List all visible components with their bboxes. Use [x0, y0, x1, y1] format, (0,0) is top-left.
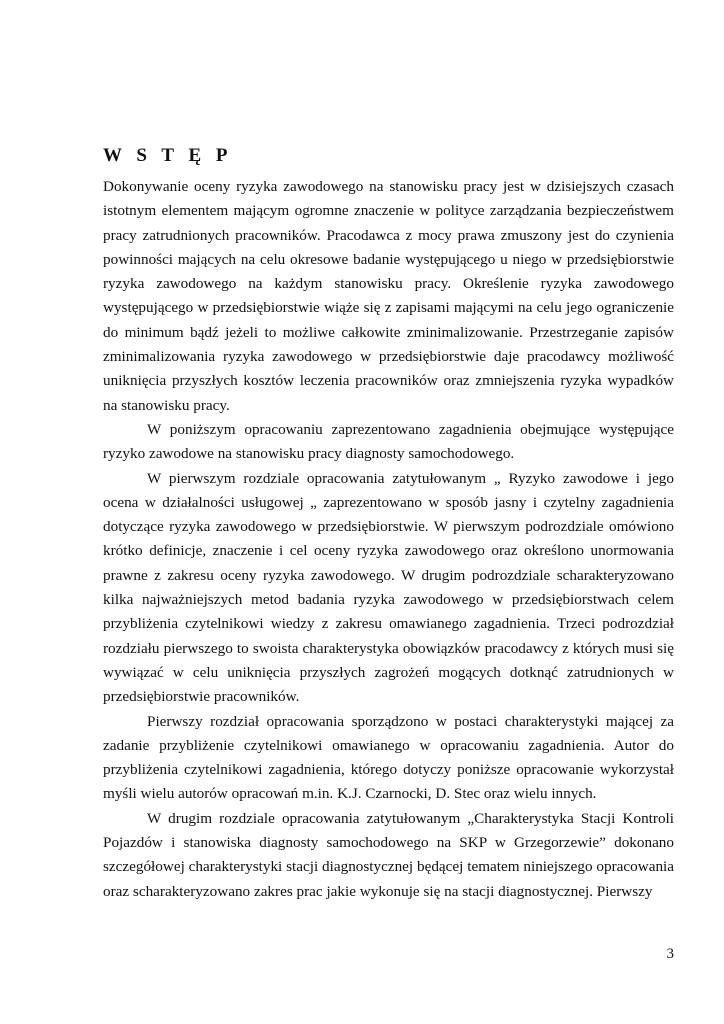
paragraph-sources: Pierwszy rozdział opracowania sporządzono w postaci charakterystyki mającej za zadanie przybliżenie czytelnikowi omawianego w opracowaniu zagadnienia. Autor do przybliżenia czytelnikowi zagadnienia, którego dotyczy poniższe opracowanie wykorzystał myśli wielu autorów opracowań m.in. K.J. Czarnocki, D. Stec oraz wielu innych. [103, 712, 674, 803]
section-heading: W S T Ę P [103, 145, 233, 166]
paragraph-chapter-two: W drugim rozdziale opracowania zatytułowanym „Charakterystyka Stacji Kontroli Pojazdów i stanowiska diagnosty samochodowego na SKP w Grzegorzewie” dokonano szczegółowej charakterystyki stacji diagnostycznej będącej tematem niniejszego opracowania oraz scharakteryzowano zakres prac jakie wykonuje się na stacji diagnostycznej. Pierwszy [103, 809, 674, 900]
paragraph-chapter-one: W pierwszym rozdziale opracowania zatytułowanym „ Ryzyko zawodowe i jego ocena w działalności usługowej „ zaprezentowano w sposób jasny i czytelny zagadnienia dotyczące ryzyka zawodowego w przedsiębiorstwie. W pierwszym podrozdziale omówiono krótko definicje, znaczenie i cel oceny ryzyka zawodowego oraz określono unormowania prawne z zakresu oceny ryzyka zawodowego. W drugim podrozdziale scharakteryzowano kilka najważniejszych metod badania ryzyka zawodowego w przedsiębiorstwach celem przybliżenia czytelnikowi wiedzy z zakresu omawianego zagadnienia. Trzeci podrozdział rozdziału pierwszego to swoista charakterystyka obowiązków pracodawcy z których musi się wywiązać w celu uniknięcia przyszłych zagrożeń mogących dotknąć zatrudnionych w przedsiębiorstwie pracowników. [103, 469, 674, 706]
body-text [103, 175, 674, 904]
paragraph-intro: Dokonywanie oceny ryzyka zawodowego na stanowisku pracy jest w dzisiejszych czasach istotnym elementem mającym ogromne znaczenie w polityce zarządzania bezpieczeństwem pracy zatrudnionych pracowników. Pracodawca z mocy prawa zmuszony jest do czynienia powinności mających na celu okresowe badanie występującego u niego w przedsiębiorstwie ryzyka zawodowego na każdym stanowisku pracy. Określenie ryzyka zawodowego występującego w przedsiębiorstwie wiąże się z zapisami mającymi na celu jego ograniczenie do minimum bądź jeżeli to możliwe całkowite zminimalizowanie. Przestrzeganie zapisów zminimalizowania ryzyka zawodowego w przedsiębiorstwie daje pracodawcy możliwość uniknięcia przyszłych kosztów leczenia pracowników oraz zmniejszenia ryzyka wypadków na stanowisku pracy. [103, 178, 674, 414]
page-number: 3 [666, 946, 674, 962]
paragraph-scope: W poniższym opracowaniu zaprezentowano zagadnienia obejmujące występujące ryzyko zawodowe na stanowisku pracy diagnosty samochodowego. [103, 420, 674, 463]
